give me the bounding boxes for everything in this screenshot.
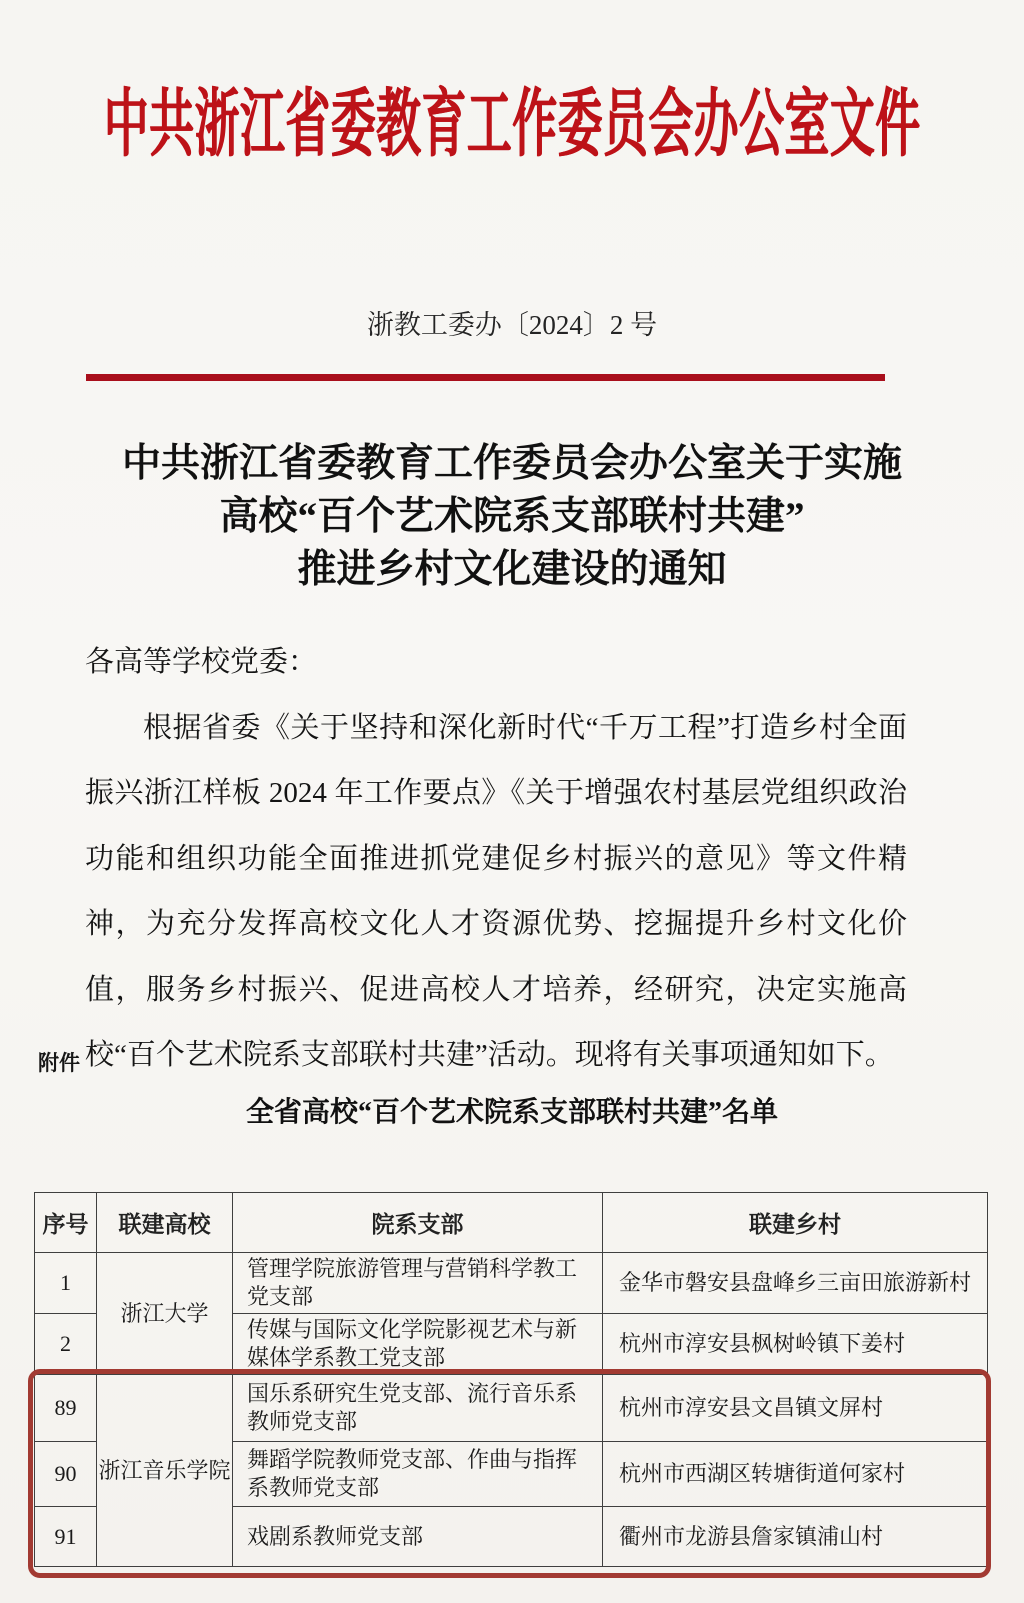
document-title-line-3: 推进乡村文化建设的通知 xyxy=(297,548,727,591)
header-university: 联建高校 xyxy=(97,1193,233,1253)
table-row xyxy=(35,1253,988,1314)
cooperation-table xyxy=(34,1192,988,1567)
cell-village: 金华市磐安县盘峰乡三亩田旅游新村 xyxy=(603,1253,988,1314)
cell-village: 衢州市龙游县詹家镇浦山村 xyxy=(603,1507,988,1567)
cell-serial: 2 xyxy=(35,1314,97,1375)
cell-serial: 90 xyxy=(35,1442,97,1507)
cell-serial: 1 xyxy=(35,1253,97,1314)
letterhead-banner xyxy=(0,62,1024,174)
cell-serial: 89 xyxy=(35,1375,97,1442)
cell-village: 杭州市淳安县文昌镇文屏村 xyxy=(603,1375,988,1442)
table-header-row xyxy=(35,1193,988,1253)
cell-village: 杭州市淳安县枫树岭镇下姜村 xyxy=(603,1314,988,1375)
cell-serial: 91 xyxy=(35,1507,97,1567)
document-body xyxy=(85,630,907,1089)
table-row xyxy=(35,1375,988,1442)
cell-village: 杭州市西湖区转塘街道何家村 xyxy=(603,1442,988,1507)
cell-branch: 戏剧系教师党支部 xyxy=(233,1507,603,1567)
letterhead-title: 中共浙江省委教育工作委员会办公室文件 xyxy=(103,84,921,166)
cell-branch: 国乐系研究生党支部、流行音乐系教师党支部 xyxy=(233,1375,603,1442)
document-title-line-1: 中共浙江省委教育工作委员会办公室关于实施 xyxy=(121,442,902,485)
cell-university: 浙江大学 xyxy=(97,1253,233,1375)
header-village: 联建乡村 xyxy=(603,1193,988,1253)
document-title xyxy=(0,437,1024,596)
cell-branch: 管理学院旅游管理与营销科学教工党支部 xyxy=(233,1253,603,1314)
red-divider-rule xyxy=(86,374,885,381)
document-title-line-2: 高校“百个艺术院系支部联村共建” xyxy=(219,495,805,538)
cell-branch: 舞蹈学院教师党支部、作曲与指挥系教师党支部 xyxy=(233,1442,603,1507)
salutation: 各高等学校党委： xyxy=(85,646,318,678)
cell-university: 浙江音乐学院 xyxy=(97,1375,233,1567)
header-department-branch: 院系支部 xyxy=(233,1193,603,1253)
body-paragraph: 根据省委《关于坚持和深化新时代“千万工程”打造乡村全面振兴浙江样板 2024 年工作要点》《关于增强农村基层党组织政治功能和组织功能全面推进抓党建促乡村振兴的意见》等文件精神，为充分发挥高校文化人才资源优势、挖掘提升乡村文化价值，服务乡村振兴、促进高校人才培养，经研究，决定实施高校“百个艺术院系支部联村共建”活动。现将有关事项通知如下。 xyxy=(85,711,907,1071)
header-serial-number: 序号 xyxy=(35,1193,97,1253)
attachment-label: 附件 xyxy=(38,1052,80,1075)
attachment-table-title: 全省高校“百个艺术院系支部联村共建”名单 xyxy=(245,1097,778,1128)
document-number: 浙教工委办〔2024〕2 号 xyxy=(366,310,658,340)
cooperation-table-wrap xyxy=(34,1192,987,1567)
cell-branch: 传媒与国际文化学院影视艺术与新媒体学系教工党支部 xyxy=(233,1314,603,1375)
